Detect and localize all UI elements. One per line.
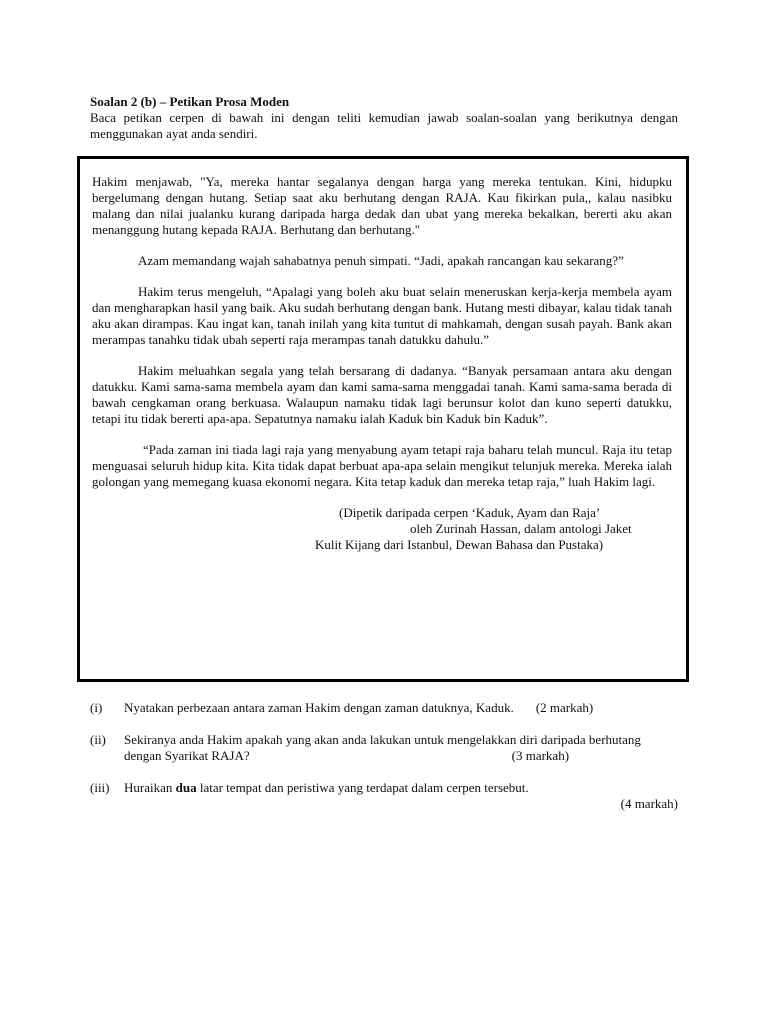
question-marks: (4 markah) [620, 796, 678, 811]
question-number: (ii) [90, 732, 106, 747]
citation-line-2: oleh Zurinah Hassan, dalam antologi Jaket [410, 521, 632, 536]
passage-paragraph-3: Hakim terus mengeluh, “Apalagi yang boleh aku buat selain meneruskan kerja-kerja membela ayam dan mengharapkan hasil yang baik. Aku sudah berhutang dengan bank. Hutang mesti dibayar, kalau tidak tanah aku akan dirampas. Kau ingat kan, tanah inilah yang kita tuntut di mahkamah, dengan susah payah. Bank akan merampas tanahku tidak ubah seperti raja merampas tanah datukku dahulu.” [92, 284, 672, 347]
question-number: (i) [90, 700, 103, 715]
citation-line-3: Kulit Kijang dari Istanbul, Dewan Bahasa dan Pustaka) [315, 537, 604, 552]
passage-paragraph-4: Hakim meluahkan segala yang telah bersarang di dadanya. “Banyak persamaan antara aku dengan datukku. Kami sama-sama membela ayam dan kami sama-sama menggadai tanah. Kami sama-sama berada di bawah cengkaman orang berkuasa. Walaupun namaku tidak lagi berunsur kolot dan kuno seperti datukku, tetapi itu tidak bererti apa-apa. Sepatutnya namaku ialah Kaduk bin Kaduk bin Kaduk”. [92, 363, 672, 426]
question-marks: (3 markah) [511, 748, 570, 763]
question-item-1 [90, 700, 678, 716]
question-marks: (2 markah) [535, 700, 594, 715]
question-text: Sekiranya anda Hakim apakah yang akan anda lakukan untuk mengelakkan diri daripada berhutang dengan Syarikat RAJA? [124, 732, 641, 763]
questions-list [90, 700, 678, 828]
passage-paragraph-1: Hakim menjawab, "Ya, mereka hantar segalanya dengan harga yang mereka tentukan. Kini, hidupku bergelumang dengan hutang. Setiap saat aku berhutang dengan RAJA. Kau fikirkan pula,, kalau nasibku malang dan nilai jualanku kurang daripada harga dedak dan ubat yang mereka bekalkan, bererti aku akan menanggung hutang kepada RAJA. Berhutang dan berhutang." [92, 174, 672, 237]
question-text-emphasis: dua [175, 780, 197, 795]
question-text: Nyatakan perbezaan antara zaman Hakim dengan zaman datuknya, Kaduk. [124, 700, 514, 715]
passage-paragraph-5: “Pada zaman ini tiada lagi raja yang menyabung ayam tetapi raja baharu telah muncul. Raja itu tetap menguasai seluruh hidup kita. Kita tidak dapat berbuat apa-apa selain mengikut telunjuk mereka. Mereka ialah golongan yang memegang kuasa ekonomi negara. Kita tetap kaduk dan mereka tetap raja,” luah Hakim lagi. [92, 442, 672, 489]
question-header [90, 94, 678, 142]
section-title: Soalan 2 (b) – Petikan Prosa Moden [90, 94, 290, 109]
question-number: (iii) [90, 780, 110, 795]
passage-box [77, 156, 689, 682]
question-text-start: Huraikan [124, 780, 173, 795]
question-item-2 [90, 732, 678, 764]
passage-paragraph-2: Azam memandang wajah sahabatnya penuh simpati. “Jadi, apakah rancangan kau sekarang?” [138, 253, 624, 268]
instruction-text: Baca petikan cerpen di bawah ini dengan teliti kemudian jawab soalan-soalan yang berikutnya dengan menggunakan ayat anda sendiri. [90, 110, 678, 141]
question-item-3 [90, 780, 678, 812]
citation-line-1: (Dipetik daripada cerpen ‘Kaduk, Ayam dan Raja’ [339, 505, 601, 520]
passage-citation [92, 505, 672, 553]
question-text-end: latar tempat dan peristiwa yang terdapat dalam cerpen tersebut. [199, 780, 529, 795]
